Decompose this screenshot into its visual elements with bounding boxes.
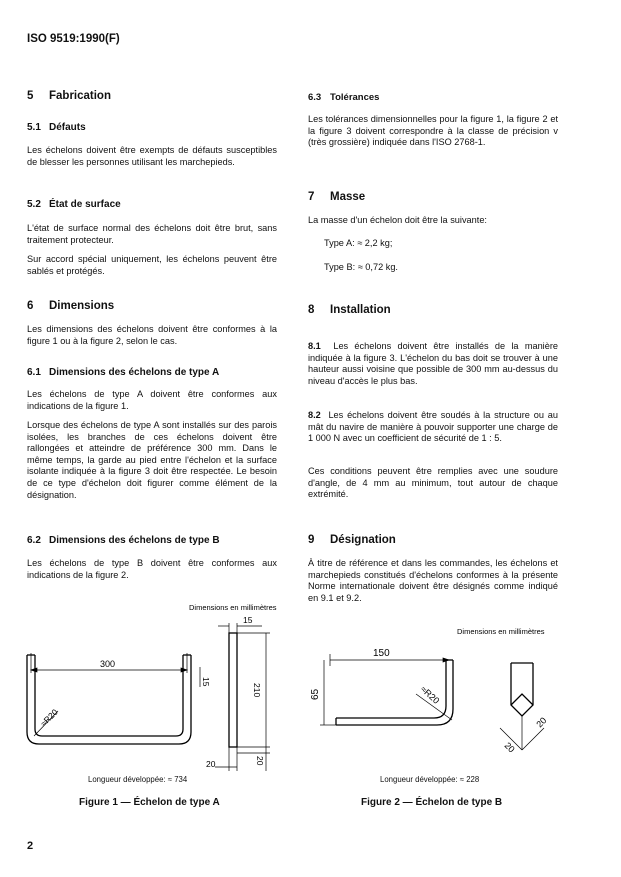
dim-20b-label: 20 [255,756,265,766]
page-number: 2 [27,840,34,852]
dimension-15-top [218,623,262,633]
clause-number: 8.2 [308,410,321,420]
section-5-1-heading [27,122,86,133]
section-7-text: La masse d'un échelon doit être la suivante: [308,215,487,225]
section-5-2-paragraph-2: Sur accord spécial uniquement, les échelons peuvent être sablés et protégés. [27,254,277,276]
figure-1-caption: Figure 1 — Échelon de type A [79,797,220,808]
section-number: 5 [27,90,34,102]
section-9-text: À titre de référence et dans les commandes, les échelons et marchepieds constitués d'échelons conformes à la présente Norme internationale doivent être désignés comme indiqué en 9.1 et 9.2. [308,558,558,603]
section-number: 5.2 [27,199,41,210]
dimension-65 [320,660,336,725]
section-6-heading [27,300,114,312]
section-6-2-heading [27,535,220,546]
dim-20b-label: 20 [534,715,549,730]
mass-type-b: Type B: ≈ 0,72 kg. [324,262,398,272]
section-title: Masse [330,191,366,203]
section-5-2-paragraph-1: L'état de surface normal des échelons doit être brut, sans traitement protecteur. [27,223,277,245]
section-title: Tolérances [330,92,380,103]
rung-type-b-cross-section [511,663,533,716]
figure-1-units: Dimensions en millimètres [189,603,277,612]
section-number: 6.2 [27,535,41,546]
clause-number: 8.1 [308,341,321,351]
section-number: 8 [308,304,315,316]
figure-1-drawing [0,595,310,785]
section-number: 6.3 [308,92,322,103]
section-6-2-text: Les échelons de type B doivent être conformes aux indications de la figure 2. [27,558,277,580]
section-6-3-text: Les tolérances dimensionnelles pour la figure 1, la figure 2 et la figure 3 doivent correspondre à la classe de précision v (très grossière) indiquée dans l'ISO 2768-1. [308,114,558,148]
dim-65-label: 65 [310,688,321,700]
section-7-heading [308,191,365,203]
dim-20a-label: 20 [206,759,216,769]
dim-210-label: 210 [252,683,262,698]
dim-15-left-label: 15 [201,677,211,687]
figure-2-drawing [300,620,600,780]
section-number: 6.1 [27,367,41,378]
section-5-1-text: Les échelons doivent être exempts de défauts susceptibles de blesser les personnes utilisant les marchepieds. [27,145,277,167]
dim-r20-label: ≈R20 [418,684,442,706]
section-title: Dimensions des échelons de type B [49,535,220,546]
section-title: Dimensions [49,300,115,312]
section-title: Installation [330,304,391,316]
section-6-text: Les dimensions des échelons doivent être conformes à la figure 1 ou à la figure 2, selon le cas. [27,324,277,346]
section-title: Défauts [49,122,86,133]
section-title: Fabrication [49,90,111,102]
section-6-3-heading [308,92,379,103]
section-number: 6 [27,300,34,312]
section-6-1-paragraph-2: Lorsque des échelons de type A sont installés sur des parois isolées, les branches de ces échelons doivent être rallongées et atteindre de préférence 300 mm. Dans le même temps, la garde au pied entre l'échelon et la surface isolante indiquée à la figure 3 doit être respectée. Le besoin de ce type d'échelon doit figurer comme élément de la désignation. [27,420,277,500]
section-5-heading [27,90,111,102]
section-8-1-text [308,341,558,387]
section-8-heading [308,304,391,316]
section-title: État de surface [49,199,121,210]
section-number: 7 [308,191,315,203]
figure-2-units: Dimensions en millimètres [457,627,545,636]
dim-r20-label: ≈R20 [38,707,60,729]
document-header: ISO 9519:1990(F) [27,33,120,45]
figure-2-developed-length: Longueur développée: ≈ 228 [380,775,480,784]
section-6-1-heading [27,367,219,378]
section-8-2-text [308,410,558,445]
dim-150-label: 150 [373,648,390,659]
section-number: 9 [308,534,315,546]
section-5-2-heading [27,199,121,210]
figure-2-caption: Figure 2 — Échelon de type B [361,797,503,808]
section-6-1-paragraph-1: Les échelons de type A doivent être conformes aux indications de la figure 1. [27,389,277,411]
section-number: 5.1 [27,122,41,133]
rung-type-a-side-view [229,633,237,747]
figure-1-developed-length: Longueur développée: ≈ 734 [88,775,188,784]
mass-type-a: Type A: ≈ 2,2 kg; [324,238,393,248]
dim-300-label: 300 [100,659,116,669]
clause-text: Les échelons doivent être installés de la manière indiquée à la figure 3. L'échelon du bas doit se trouver à une hauteur aussi voisine que possible de 300 mm au-dessus du niveau d'accès le plus bas. [308,341,559,386]
section-title: Dimensions des échelons de type A [49,367,220,378]
section-9-heading [308,534,396,546]
dim-20a-label: 20 [502,740,517,755]
section-title: Désignation [330,534,396,546]
section-8-2-paragraph-2: Ces conditions peuvent être remplies avec une soudure d'angle, de 4 mm au minimum, tout autour de chaque extrémité. [308,466,558,500]
dim-15-top-label: 15 [243,615,253,625]
clause-text: Les échelons doivent être soudés à la structure ou au mât du navire de manière à pouvoir supporter une charge de 1 000 N avec un coefficient de sécurité de 1 : 5. [308,410,558,444]
